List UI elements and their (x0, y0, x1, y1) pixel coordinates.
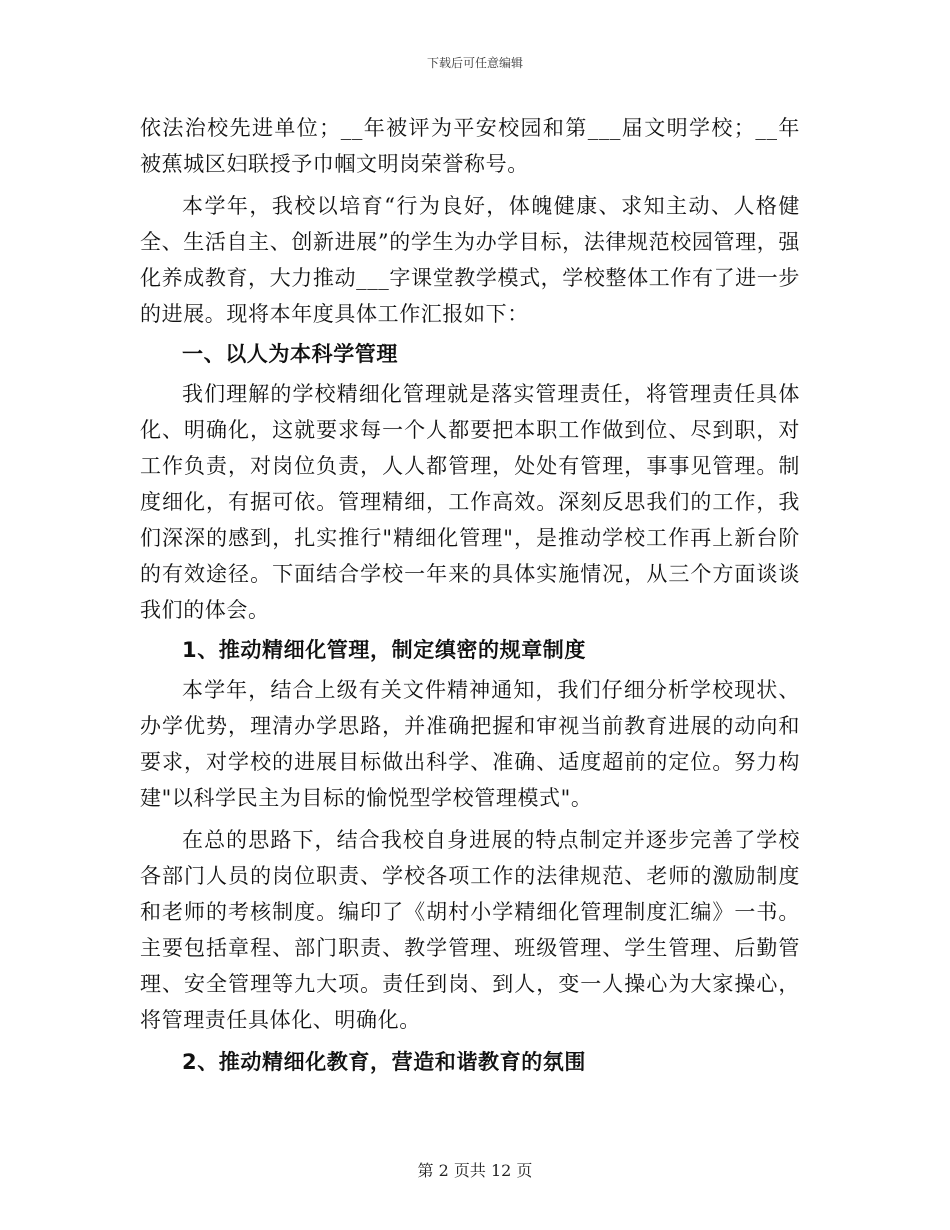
document-body (140, 110, 800, 1084)
heading-2: 1、推动精细化管理，制定缜密的规章制度 (182, 638, 587, 662)
paragraph-5: 在总的思路下，结合我校自身进展的特点制定并逐步完善了学校各部门人员的岗位职责、学校各项工作的法律规范、老师的激励制度和老师的考核制度。编印了《胡村小学精细化管理制度汇编》一书。主要包括章程、部门职责、教学管理、班级管理、学生管理、后勤管理、安全管理等九大项。责任到岗、到人，变一人操心为大家操心，将管理责任具体化、明确化。 (140, 828, 800, 1032)
page-header: 下载后可任意编辑 (426, 56, 523, 70)
paragraph-4: 本学年，结合上级有关文件精神通知，我们仔细分析学校现状、办学优势，理清办学思路，并准确把握和审视当前教育进展的动向和要求，对学校的进展目标做出科学、准确、适度超前的定位。努力构建"以科学民主为目标的愉悦型学校管理模式"。 (140, 678, 800, 810)
paragraph-1: 依法治校先进单位；__年被评为平安校园和第___届文明学校；__年被蕉城区妇联授予巾帼文明岗荣誉称号。 (140, 116, 800, 176)
page-footer: 第 2 页共 12 页 (417, 1161, 533, 1180)
heading-3: 2、推动精细化教育，营造和谐教育的氛围 (182, 1050, 587, 1074)
paragraph-2: 本学年，我校以培育“行为良好，体魄健康、求知主动、人格健全、生活自主、创新进展”的学生为办学目标，法律规范校园管理，强化养成教育，大力推动___字课堂教学模式，学校整体工作有了进一步的进展。现将本年度具体工作汇报如下： (140, 194, 800, 326)
paragraph-3: 我们理解的学校精细化管理就是落实管理责任，将管理责任具体化、明确化，这就要求每一个人都要把本职工作做到位、尽到职，对工作负责，对岗位负责，人人都管理，处处有管理，事事见管理。制度细化，有据可依。管理精细，工作高效。深刻反思我们的工作，我们深深的感到，扎实推行"精细化管理"，是推动学校工作再上新台阶的有效途径。下面结合学校一年来的具体实施情况，从三个方面谈谈我们的体会。 (140, 382, 800, 622)
heading-1: 一、以人为本科学管理 (182, 342, 398, 366)
